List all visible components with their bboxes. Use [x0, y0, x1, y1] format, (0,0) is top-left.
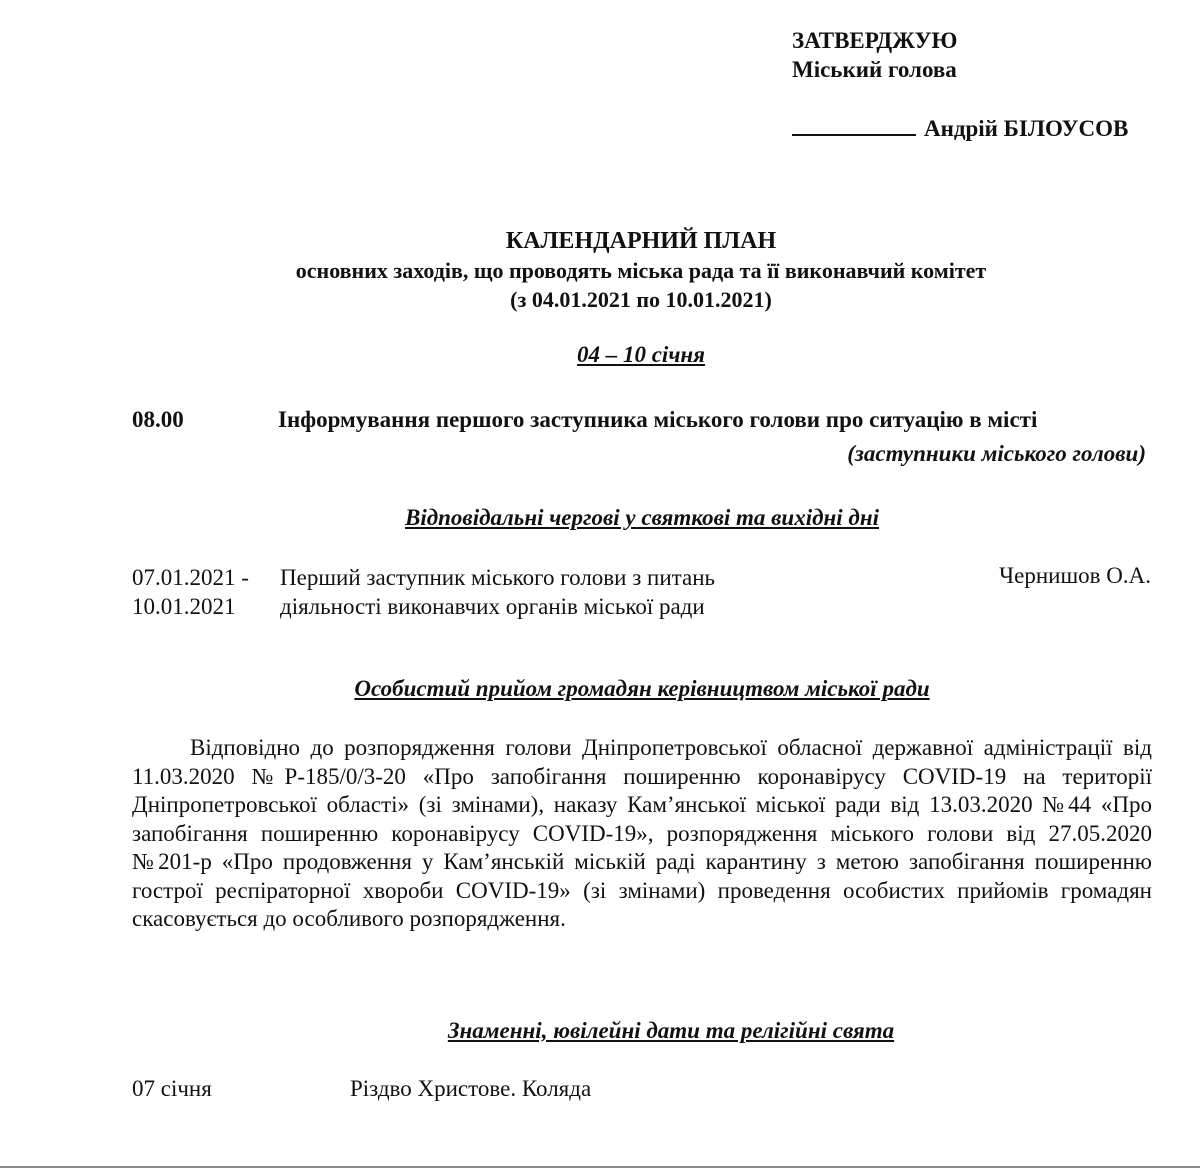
- reception-paragraph: Відповідно до розпорядження голови Дніпропетровської обласної державної адміністрації від 11.03.2020 №Р-185/0/3-20 «Про запобігання поширенню коронавірусу COVID-19 на території Дніпропетровської області» (зі змінами), наказу Кам’янської міської ради від 13.03.2020 №44 «Про запобігання поширенню коронавірусу COVID-19», розпорядження міського голови від 27.05.2020 №201-р «Про продовження у Кам’янській міській раді карантину з метою запобігання поширенню гострої респіраторної хвороби COVID-19» (зі змінами) проведення особистих прийомів громадян скасовується до особливого розпорядження.: [132, 735, 1152, 931]
- document-title: [0, 227, 1200, 314]
- signer-name: Андрій БІЛОУСОВ: [924, 116, 1129, 141]
- signature-line: [792, 114, 1128, 142]
- page-bottom-divider: [0, 1166, 1200, 1168]
- duty-date-to: 10.01.2021: [132, 594, 236, 619]
- briefing-time: 08.00: [132, 407, 184, 432]
- briefing-responsible: (заступники міського голови): [847, 441, 1146, 466]
- approver-position: Міський голова: [792, 57, 957, 82]
- holiday-name: Різдво Христове. Коляда: [350, 1076, 592, 1101]
- duty-position-line1: Перший заступник міського голови з питань: [280, 565, 716, 590]
- duty-heading: Відповідальні чергові у святкові та вихідні дні: [405, 505, 879, 530]
- briefing-text: Інформування першого заступника міського голови про ситуацію в місті: [278, 407, 1038, 432]
- holiday-date: 07 січня: [132, 1076, 212, 1101]
- duty-person: Чернишов О.А.: [999, 563, 1151, 588]
- title-subtitle: основних заходів, що проводять міська рада та її виконавчий комітет: [295, 258, 987, 283]
- duty-date-from: 07.01.2021 -: [132, 565, 249, 590]
- signature-blank: [792, 114, 916, 136]
- title-period: (з 04.01.2021 по 10.01.2021): [510, 287, 772, 312]
- approve-label: ЗАТВЕРДЖУЮ: [792, 28, 958, 53]
- notable-dates-heading: Знаменні, ювілейні дати та релігійні свята: [447, 1018, 895, 1043]
- duty-position-line2: діяльності виконавчих органів міської ради: [280, 594, 705, 619]
- approval-block: [792, 26, 957, 84]
- reception-heading: Особистий прийом громадян керівництвом міської ради: [354, 676, 930, 701]
- week-heading: 04 – 10 січня: [576, 342, 706, 367]
- title-main: КАЛЕНДАРНИЙ ПЛАН: [505, 228, 777, 254]
